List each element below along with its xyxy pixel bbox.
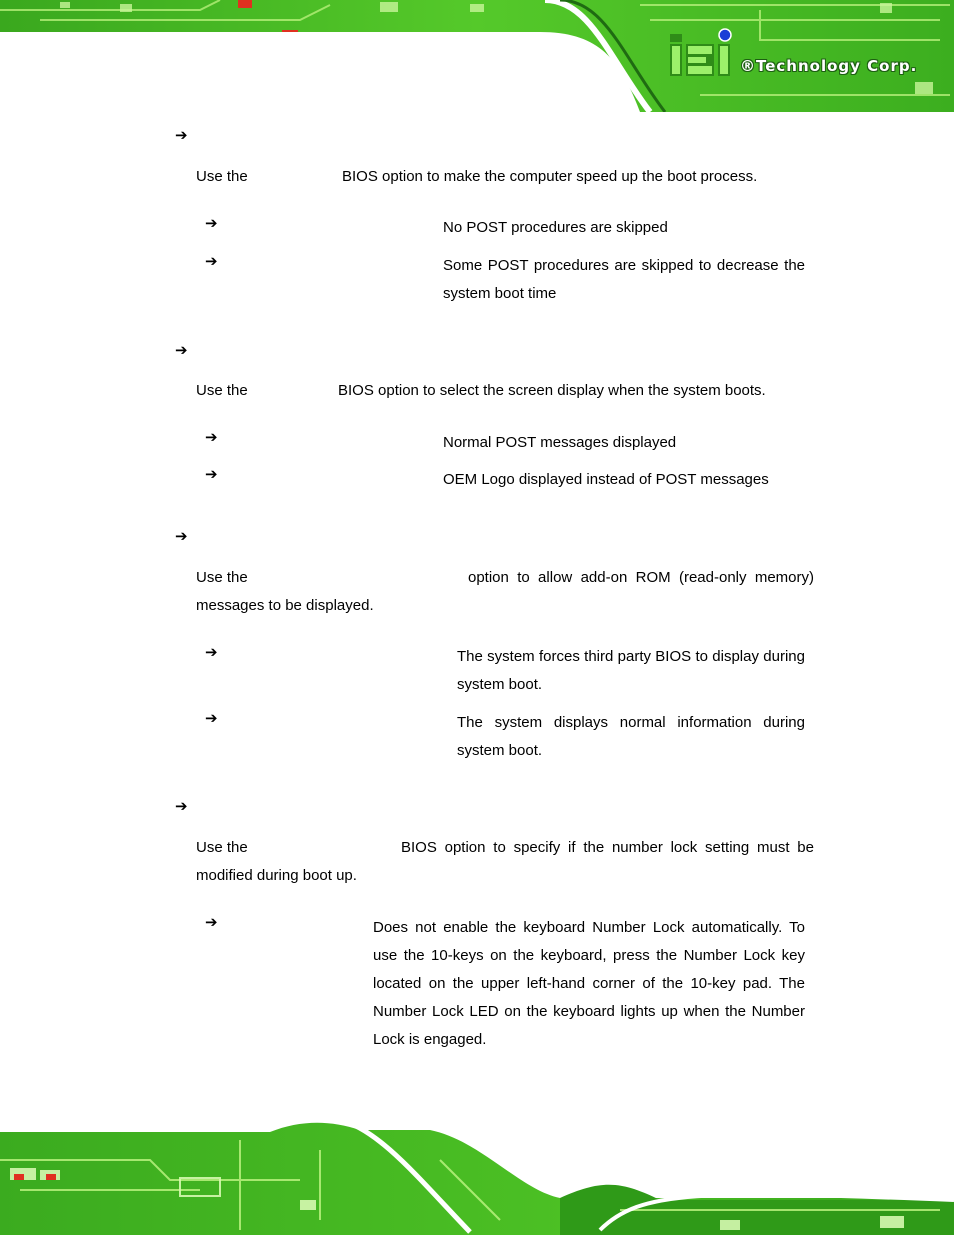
option-description: Normal POST messages displayed: [443, 434, 677, 451]
option-arrow-icon: ➔: [205, 465, 218, 483]
section-intro-line2: modified during boot up.: [196, 867, 357, 884]
section-intro-rest: option to allow add-on ROM (read-only memory): [468, 569, 814, 586]
option-arrow-icon: ➔: [205, 709, 218, 727]
option-arrow-icon: ➔: [205, 428, 218, 446]
circuit-board-footer: [0, 1120, 954, 1235]
option-description: The system forces third party BIOS to display during system boot.: [457, 648, 805, 693]
option-description: Does not enable the keyboard Number Lock automatically. To use the 10-keys on the keyboard, press the Number Lock key located on the upper left-hand corner of the 10-key pad. The Number Lock LED on the keyboard lights up when the Number Lock is engaged.: [373, 919, 805, 1048]
section-intro-rest: BIOS option to specify if the number lock setting must be: [401, 839, 814, 856]
section-intro: Use the: [196, 569, 248, 586]
option-description: The system displays normal information during system boot.: [457, 714, 805, 759]
option-arrow-icon: ➔: [205, 913, 218, 931]
option-description: No POST procedures are skipped: [443, 219, 668, 236]
option-description: OEM Logo displayed instead of POST messages: [443, 471, 769, 488]
option-arrow-icon: ➔: [205, 643, 218, 661]
section-intro: [196, 163, 248, 191]
section-intro-rest: BIOS option to select the screen display when the system boots.: [338, 382, 766, 399]
option-description: Some POST procedures are skipped to decrease the system boot time: [443, 257, 805, 302]
option-arrow-icon: ➔: [205, 252, 218, 270]
section-intro-line2: messages to be displayed.: [196, 597, 374, 614]
section-arrow-icon: ➔: [175, 341, 188, 359]
option-arrow-icon: ➔: [205, 214, 218, 232]
footer-banner: [0, 1120, 954, 1235]
section-intro: Use the: [196, 382, 248, 399]
section-intro-rest: BIOS option to make the computer speed up the boot process.: [342, 168, 758, 185]
intro-start: Use the: [196, 168, 248, 185]
section-arrow-icon: ➔: [175, 797, 188, 815]
section-arrow-icon: ➔: [175, 527, 188, 545]
section-intro: Use the: [196, 839, 248, 856]
header-banner: [0, 0, 954, 112]
section-arrow-icon: ➔: [175, 126, 188, 144]
brand-name: ®Technology Corp.: [740, 57, 918, 75]
